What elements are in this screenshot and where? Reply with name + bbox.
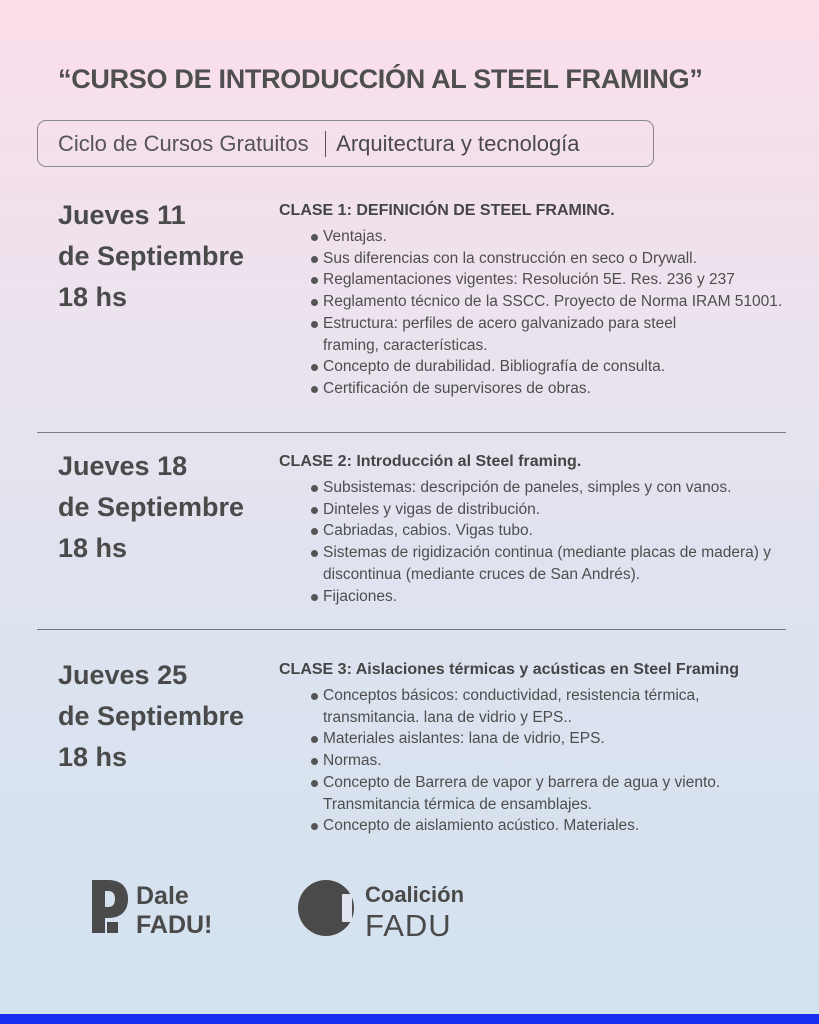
bottom-accent-bar <box>0 1014 819 1024</box>
class-day: Jueves 11 <box>58 200 186 230</box>
class-date <box>58 446 244 569</box>
coalicion-fadu-logo <box>298 876 478 940</box>
cycle-separator <box>325 131 327 157</box>
list-item: Ventajas. <box>279 226 814 248</box>
class-date <box>58 655 244 778</box>
class-title: CLASE 1: DEFINICIÓN DE STEEL FRAMING. <box>279 202 615 219</box>
page-title: “CURSO DE INTRODUCCIÓN AL STEEL FRAMING” <box>58 64 703 94</box>
cycle-name: Ciclo de Cursos Gratuitos <box>58 130 309 156</box>
class-time: 18 hs <box>58 533 128 563</box>
list-item: Reglamento técnico de la SSCC. Proyecto de Norma IRAM 51001. <box>279 291 814 313</box>
list-item: Fijaciones. <box>279 586 814 608</box>
class-title: CLASE 2: Introducción al Steel framing. <box>279 453 582 470</box>
class-content <box>279 453 814 607</box>
class-content <box>279 202 814 400</box>
list-item: Estructura: perfiles de acero galvanizado para steel framing, características. <box>279 313 703 356</box>
list-item: Dinteles y vigas de distribución. <box>279 499 814 521</box>
class-day: Jueves 18 <box>58 451 188 481</box>
list-item: Normas. <box>279 750 814 772</box>
class-month: de Septiembre <box>58 701 245 731</box>
list-item: Conceptos básicos: conductividad, resistencia térmica, transmitancia. lana de vidrio y EPS.. <box>279 685 753 728</box>
course-cycle-badge <box>37 120 654 167</box>
list-item: Sistemas de rigidización continua (mediante placas de madera) y discontinua (mediante cruces de San Andrés). <box>279 542 773 585</box>
section-divider <box>37 432 786 433</box>
class-month: de Septiembre <box>58 241 245 271</box>
list-item: Concepto de durabilidad. Bibliografía de consulta. <box>279 356 814 378</box>
list-item: Concepto de Barrera de vapor y barrera de agua y viento. Transmitancia térmica de ensamblajes. <box>279 772 803 815</box>
dale-logo-line1: Dale <box>136 882 189 910</box>
class-content <box>279 661 814 837</box>
list-item: Reglamentaciones vigentes: Resolución 5E. Res. 236 y 237 <box>279 269 814 291</box>
dale-logo-line2: FADU! <box>136 911 213 938</box>
list-item: Cabriadas, cabios. Vigas tubo. <box>279 520 814 542</box>
class-time: 18 hs <box>58 742 128 772</box>
coalicion-logo-line1: Coalición <box>365 882 465 907</box>
cycle-topic: Arquitectura y tecnología <box>336 130 580 156</box>
section-divider <box>37 629 786 630</box>
class-time: 18 hs <box>58 282 128 312</box>
topic-list <box>279 477 814 607</box>
coalicion-logo-line2: FADU <box>365 908 452 940</box>
class-month: de Septiembre <box>58 492 245 522</box>
class-title: CLASE 3: Aislaciones térmicas y acústicas en Steel Framing <box>279 661 740 678</box>
dale-fadu-logo <box>92 878 242 938</box>
topic-list <box>279 685 814 837</box>
class-date <box>58 195 244 318</box>
topic-list <box>279 226 814 400</box>
list-item: Certificación de supervisores de obras. <box>279 378 814 400</box>
list-item: Concepto de aislamiento acústico. Materiales. <box>279 815 814 837</box>
list-item: Materiales aislantes: lana de vidrio, EPS. <box>279 728 814 750</box>
list-item: Sus diferencias con la construcción en seco o Drywall. <box>279 248 814 270</box>
list-item: Subsistemas: descripción de paneles, simples y con vanos. <box>279 477 814 499</box>
class-day: Jueves 25 <box>58 660 188 690</box>
